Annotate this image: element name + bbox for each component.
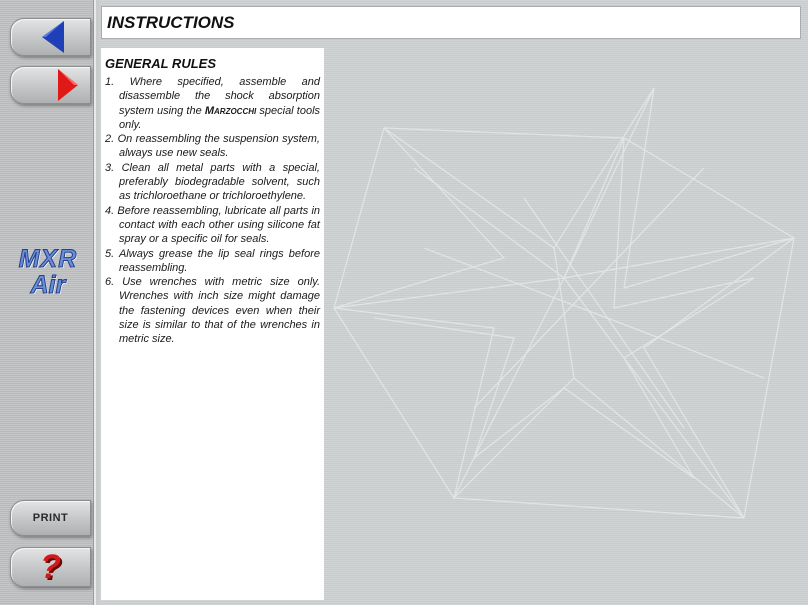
main-area (99, 0, 808, 605)
rule-number: 1. (105, 76, 115, 88)
title-bar (101, 6, 801, 39)
rule-number: 4. (105, 204, 115, 217)
brand-line-1: MXR (18, 245, 78, 273)
content-panel (101, 48, 324, 600)
list-item (105, 132, 320, 161)
brand-name: Marzocchi (204, 104, 257, 117)
list-item (105, 161, 320, 204)
rule-number: 3. (105, 161, 115, 174)
help-icon: ? (40, 548, 61, 586)
rule-text: Before reassembling, lubricate all parts in contact with each other using silicone fat spray or a specific oil for seals. (117, 204, 321, 246)
rule-text: Where specified, assemble and disassemble the shock absorption system using the (119, 76, 321, 117)
rule-text: Always grease the lip seal rings before reassembling. (118, 247, 320, 274)
right-arrow-icon (58, 69, 78, 101)
rule-number: 5. (105, 247, 115, 260)
brand-logo (8, 246, 88, 298)
back-button[interactable] (10, 18, 91, 56)
forward-button[interactable] (10, 66, 91, 104)
print-label: PRINT (32, 512, 69, 524)
rules-list (105, 75, 320, 347)
list-item (105, 204, 320, 247)
rule-text: On reassembling the suspension system, always use new seals. (117, 133, 320, 160)
rule-number: 6. (105, 276, 115, 289)
list-item (105, 247, 320, 276)
rule-text: Use wrenches with metric size only. Wrenches with inch size might damage the fastening devices even when their size is similar to that of the wrenches in metric size. (119, 276, 320, 346)
rule-number: 2. (105, 133, 115, 146)
rule-text: special tools only. (119, 104, 321, 131)
rule-text: Clean all metal parts with a special, preferably biodegradable solvent, such as trichloroethane or trichloroethylene. (119, 161, 320, 203)
section-heading: GENERAL RULES (105, 56, 216, 71)
background-star-decoration (324, 48, 808, 605)
list-item (105, 275, 320, 346)
print-button[interactable] (10, 500, 91, 536)
brand-line-2: Air (30, 271, 66, 299)
page-title: INSTRUCTIONS (107, 12, 235, 32)
left-arrow-icon (42, 21, 64, 53)
help-button[interactable] (10, 547, 91, 587)
list-item (105, 75, 320, 132)
sidebar (0, 0, 96, 605)
